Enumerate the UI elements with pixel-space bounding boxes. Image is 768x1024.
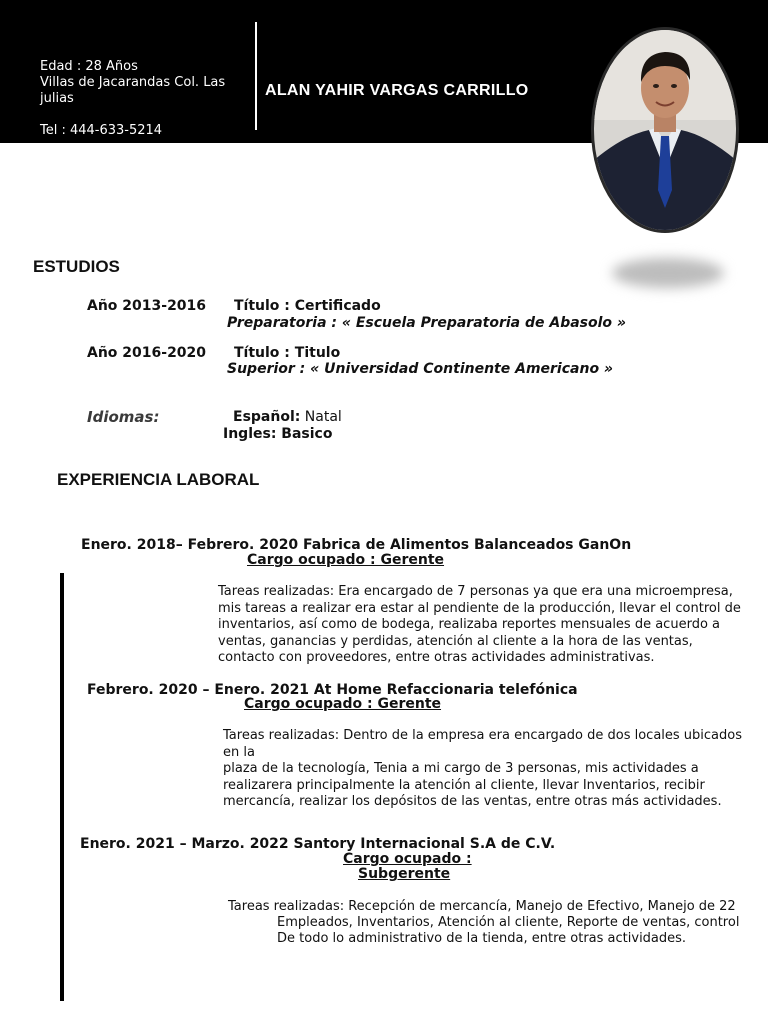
job-3-cargo-line-1: Cargo ocupado : — [343, 851, 472, 867]
age-text: Edad : 28 Años — [40, 59, 138, 74]
job-2-line: en la — [223, 744, 255, 760]
experiencia-title: EXPERIENCIA LABORAL — [57, 470, 260, 489]
estudios-title: ESTUDIOS — [33, 257, 120, 276]
job-3-line-3: De todo lo administrativo de la tienda, entre otras actividades. — [277, 931, 687, 946]
job-2-cargo: Cargo ocupado : Gerente — [244, 696, 442, 712]
estudio-titulo-1: Título : Certificado — [234, 298, 381, 314]
header-divider — [255, 22, 257, 130]
job-3-header: Enero. 2021 – Marzo. 2022 Santory Internacional S.A de C.V. — [80, 836, 556, 852]
job-2-line: Tareas realizadas: Dentro de la empresa era encargado de dos locales ubicados — [223, 728, 742, 743]
estudio-school-1: Preparatoria : « Escuela Preparatoria de Abasolo » — [227, 315, 627, 331]
photo-shadow — [612, 258, 724, 288]
job-1-line: inventarios, así como de bodega, realizaba reportes mensuales de acuerdo a — [218, 617, 720, 632]
job-3-cargo-line-2: Subgerente — [358, 866, 451, 882]
address-line-1: Villas de Jacarandas Col. Las — [40, 75, 226, 90]
job-1-tasks — [218, 584, 741, 667]
estudio-year-2: Año 2016-2020 — [87, 345, 207, 361]
job-2-line: mercancía, realizar los depósitos de las ventas, entre otras más actividades. — [223, 794, 722, 809]
job-2-line: plaza de la tecnología, Tenia a mi cargo de 3 personas, mis actividades a — [223, 761, 699, 776]
idioma-espanol-level: Natal — [300, 409, 342, 425]
job-1-header: Enero. 2018– Febrero. 2020 Fabrica de Alimentos Balanceados GanOn — [81, 537, 632, 553]
idioma-ingles: Ingles: Basico — [223, 426, 333, 442]
timeline-bar — [60, 573, 64, 1001]
idioma-espanol-name: Español: — [233, 409, 301, 425]
job-1-line: mis tareas a realizar era estar al pendiente de la producción, llevar el control de — [218, 600, 741, 616]
candidate-name: ALAN YAHIR VARGAS CARRILLO — [265, 82, 529, 99]
job-1-line: contacto con proveedores, entre otras actividades administrativas. — [218, 650, 655, 665]
phone-text: Tel : 444-633-5214 — [40, 123, 163, 138]
estudio-titulo-2: Título : Titulo — [234, 345, 341, 361]
estudio-school-2: Superior : « Universidad Continente Americano » — [227, 361, 614, 377]
job-1-cargo: Cargo ocupado : Gerente — [247, 552, 445, 568]
job-1-line: Tareas realizadas: Era encargado de 7 personas ya que era una microempresa, — [218, 584, 733, 599]
job-1-line: ventas, ganancias y perdidas, atención al cliente a la hora de las ventas, — [218, 633, 693, 649]
idioma-espanol — [233, 409, 342, 425]
job-3-line-2: Empleados, Inventarios, Atención al cliente, Reporte de ventas, control — [277, 915, 740, 930]
job-2-line: realizarera principalmente la atención al cliente, llevar Inventarios, recibir — [223, 777, 705, 793]
job-3-line-1: Tareas realizadas: Recepción de mercancía, Manejo de Efectivo, Manejo de 22 — [228, 899, 736, 914]
profile-photo — [594, 30, 736, 230]
idiomas-label: Idiomas: — [87, 408, 160, 426]
job-2-header: Febrero. 2020 – Enero. 2021 At Home Refaccionaria telefónica — [87, 682, 578, 698]
job-2-tasks — [223, 728, 742, 811]
person-portrait-icon — [594, 30, 736, 230]
estudio-year-1: Año 2013-2016 — [87, 298, 207, 314]
address-line-2: julias — [40, 91, 74, 106]
